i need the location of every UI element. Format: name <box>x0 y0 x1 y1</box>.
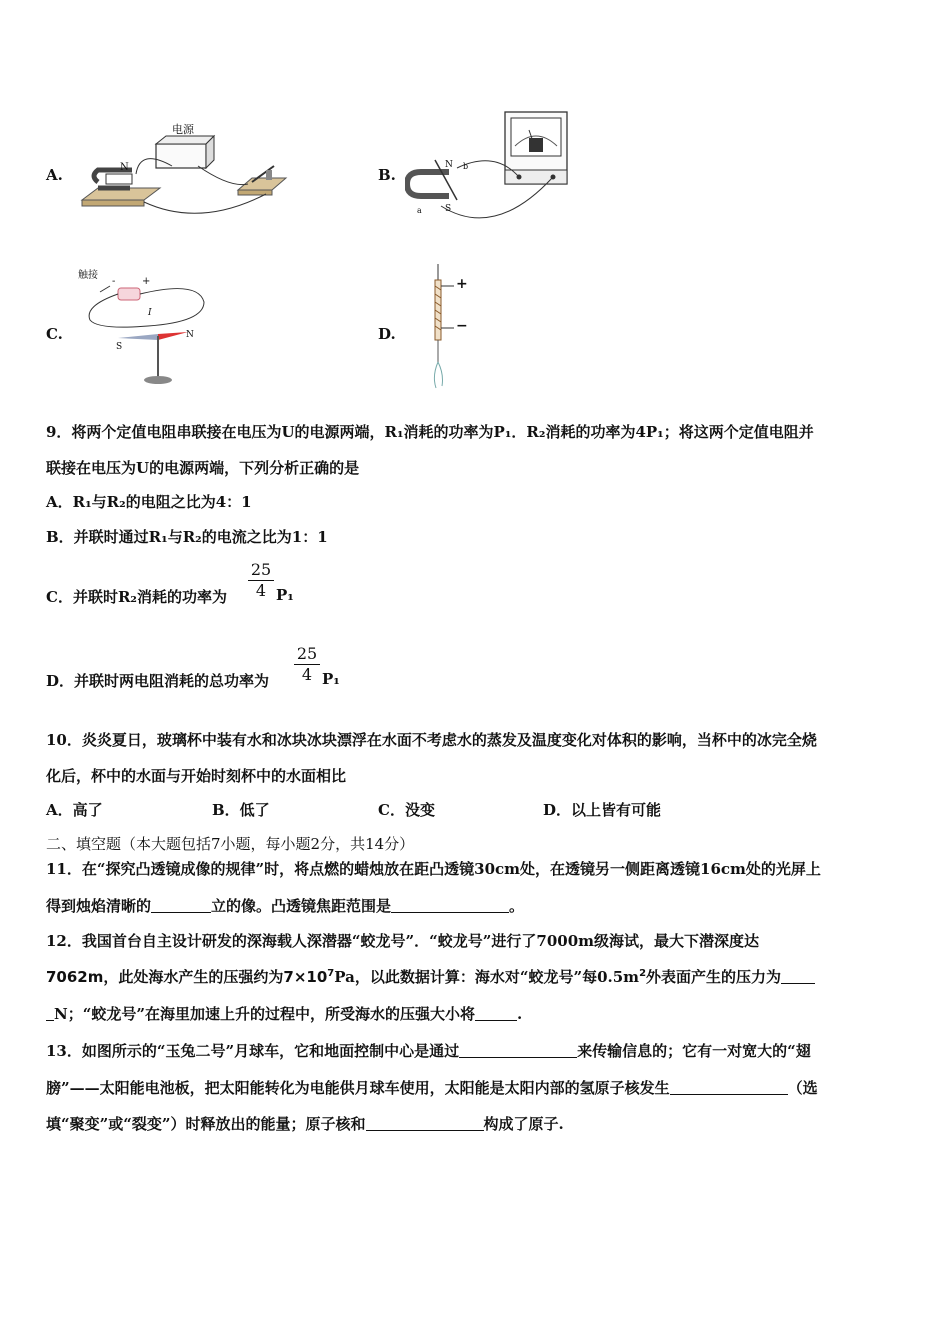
figure-a <box>80 118 290 218</box>
figure-d-diagram <box>420 262 480 390</box>
q10-option-d: D．以上皆有可能 <box>543 801 662 819</box>
figure-c-touch-label: 触接 <box>78 270 98 281</box>
q13-text-e: 填“聚变”或“裂变”）时释放出的能量；原子核和 <box>46 1115 366 1133</box>
section2-heading: 二、填空题（本大题包括7小题，每小题2分，共14分） <box>46 835 415 853</box>
q9-option-c-unit: P₁ <box>276 586 294 604</box>
q11-blank-1[interactable] <box>151 898 211 913</box>
q13-text-d: （选 <box>787 1079 818 1097</box>
q11-text-c: 。 <box>509 897 525 915</box>
figure-d-minus-label: − <box>456 318 468 334</box>
q13-blank-1[interactable] <box>459 1043 577 1058</box>
q11-text-b: 立的像。凸透镜焦距范围是 <box>211 897 392 915</box>
figure-a-letter: A. <box>46 166 63 184</box>
q12-text-line1: 12．我国首台自主设计研发的深海载人深潜器“蛟龙号”．“蛟龙号”进行了7000m级海试，最大下潜深度达 <box>46 932 760 950</box>
q10-line1: 10．炎炎夏日，玻璃杯中装有水和冰块冰块漂浮在水面不考虑水的蒸发及温度变化对体积的影响，当杯中的冰完全烧 <box>46 731 817 749</box>
q12-exponent-2: 2 <box>639 968 647 979</box>
q12-text-e: . <box>516 1005 523 1023</box>
q13-text-a: 13．如图所示的“玉兔二号”月球车，它和地面控制中心是通过 <box>46 1042 460 1060</box>
figure-b-letter: B. <box>378 166 396 184</box>
q9-line1: 9．将两个定值电阻串联接在电压为U的电源两端，R₁消耗的功率为P₁．R₂消耗的功率为4P₁；将这两个定值电阻并 <box>46 423 814 441</box>
q9-option-d-fraction <box>294 644 320 685</box>
q12-blank-1a[interactable] <box>781 969 815 984</box>
q12-text-d: N；“蛟龙号”在海里加速上升的过程中，所受海水的压强大小将 <box>54 1005 475 1023</box>
figure-d <box>420 262 480 390</box>
q9-option-d-unit: P₁ <box>322 670 340 688</box>
q13-line3 <box>46 1113 564 1134</box>
q12-line3 <box>46 1003 522 1024</box>
q11-line2 <box>46 895 524 916</box>
figure-b <box>405 110 575 230</box>
q11-line1: 11．在“探究凸透镜成像的规律”时，将点燃的蜡烛放在距凸透镜30cm处，在透镜另一侧距离透镜16cm处的光屏上 <box>46 860 821 878</box>
figure-a-power-label: 电源 <box>172 123 194 136</box>
q12-text-c: 外表面产生的压力为 <box>646 968 782 986</box>
q9-option-a: A．R₁与R₂的电阻之比为4：1 <box>46 493 252 511</box>
figure-c-s-label: S <box>116 342 123 352</box>
q10-option-a: A．高了 <box>46 801 103 819</box>
figure-b-b-label: b <box>463 162 469 171</box>
q12-line1 <box>46 930 759 951</box>
q9-option-c-denominator: 4 <box>255 581 267 600</box>
q12-exponent-7: 7 <box>327 968 335 979</box>
figure-c-letter: C. <box>46 325 63 343</box>
figure-d-plus-label: + <box>456 276 468 292</box>
q9-option-d-denominator: 4 <box>301 665 313 684</box>
q13-line1 <box>46 1040 811 1061</box>
q9-option-c-fraction <box>248 560 274 601</box>
q13-line2 <box>46 1077 818 1098</box>
q12-blank-2[interactable] <box>475 1006 517 1021</box>
q12-text-a: 7062m，此处海水产生的压强约为7×10 <box>46 968 328 986</box>
q9-option-d-numerator: 25 <box>294 644 320 665</box>
q9-option-b: B．并联时通过R₁与R₂的电流之比为1：1 <box>46 528 328 546</box>
q10-option-c: C．没变 <box>378 801 435 819</box>
q11-text-a: 得到烛焰清晰的 <box>46 897 152 915</box>
figure-b-n-label: N <box>445 160 453 170</box>
q11-blank-2[interactable] <box>391 898 509 913</box>
figure-b-diagram <box>405 110 575 230</box>
figure-c-i-label: I <box>148 308 152 318</box>
figure-c-plus-label: + <box>142 276 151 287</box>
q9-option-d: D．并联时两电阻消耗的总功率为 <box>46 672 270 690</box>
q12-blank-1b[interactable] <box>46 1006 54 1021</box>
figure-a-n-label: N <box>120 162 129 173</box>
q13-blank-3[interactable] <box>366 1116 484 1131</box>
figure-d-letter: D. <box>378 325 396 343</box>
figure-b-s-label: S <box>445 204 452 214</box>
q9-line2: 联接在电压为U的电源两端，下列分析正确的是 <box>46 459 360 477</box>
figure-c-n-label: N <box>186 330 194 340</box>
figure-b-a-label: a <box>417 206 422 215</box>
figure-c <box>78 266 218 390</box>
q13-text-f: 构成了原子. <box>483 1115 564 1133</box>
q9-option-c: C．并联时R₂消耗的功率为 <box>46 588 227 606</box>
q9-option-c-numerator: 25 <box>248 560 274 581</box>
q13-text-c: 膀”——太阳能电池板，把太阳能转化为电能供月球车使用，太阳能是太阳内部的氢原子核发生 <box>46 1079 670 1097</box>
q13-text-b: 来传输信息的；它有一对宽大的“翅 <box>577 1042 811 1060</box>
q10-option-b: B．低了 <box>212 801 270 819</box>
q12-line2 <box>46 966 815 987</box>
q10-line2: 化后，杯中的水面与开始时刻杯中的水面相比 <box>46 767 347 785</box>
figure-c-minus-label: - <box>112 276 116 287</box>
q12-text-b: Pa，以此数据计算：海水对“蛟龙号”每0.5m <box>334 968 640 986</box>
q13-blank-2[interactable] <box>670 1080 788 1095</box>
